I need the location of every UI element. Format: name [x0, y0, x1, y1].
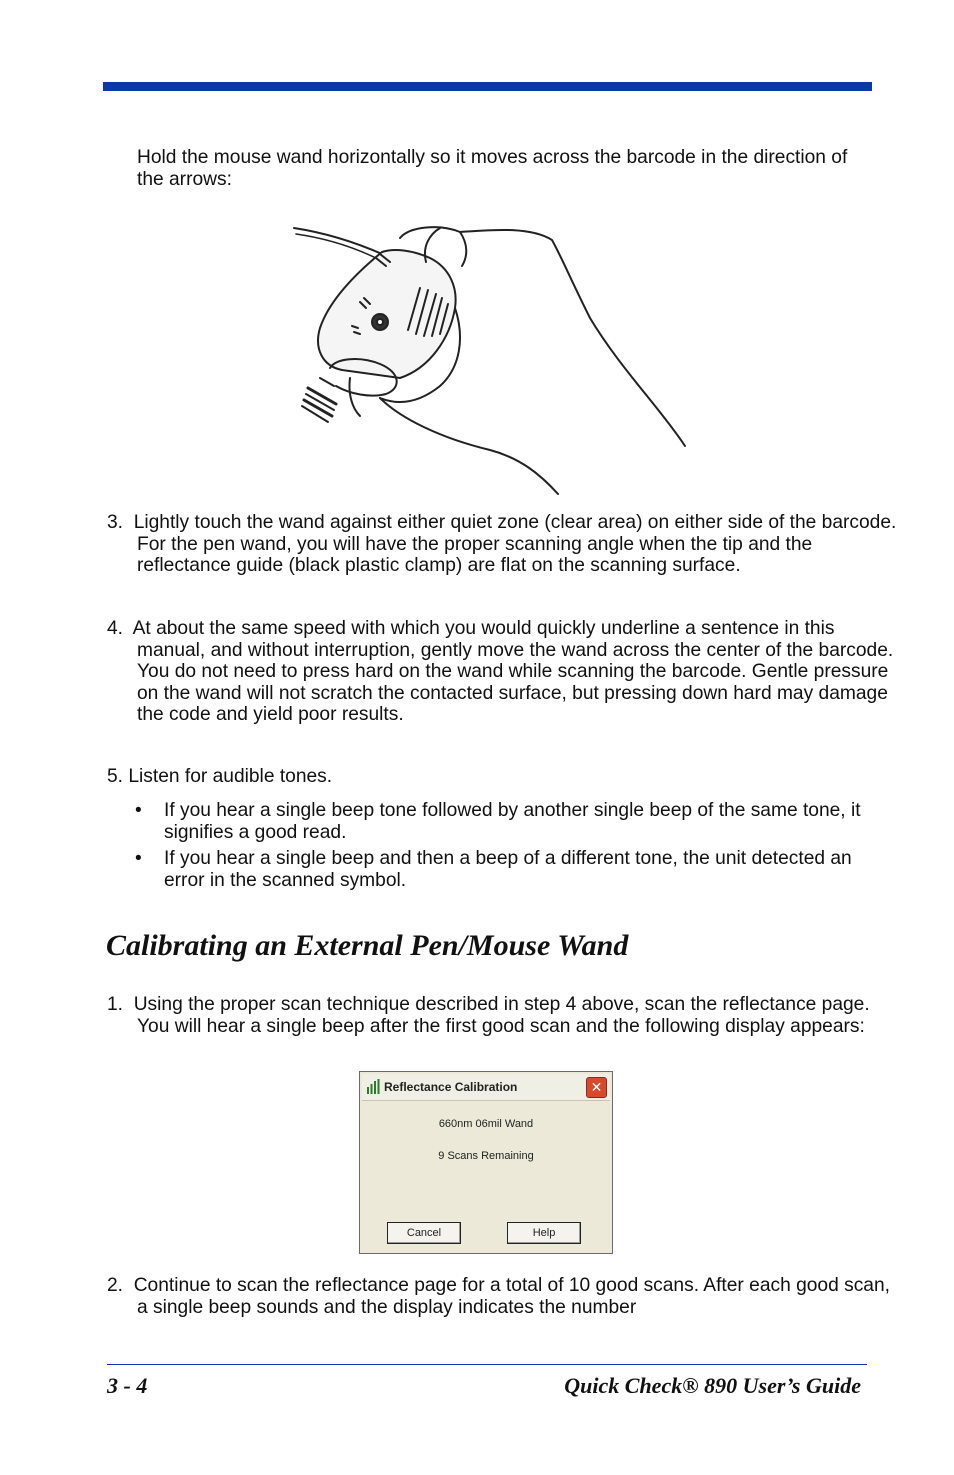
- step-number: 2.: [107, 1275, 124, 1296]
- bullet-text: If you hear a single beep tone followed by another single beep of the same tone, it signifies a good read.: [164, 800, 861, 843]
- bullet-text: If you hear a single beep and then a beep of a different tone, the unit detected an error in the scanned symbol.: [164, 848, 852, 891]
- section-heading: Calibrating an External Pen/Mouse Wand: [106, 929, 629, 962]
- step-5-paragraph: [107, 766, 867, 788]
- step-text: Lightly touch the wand against either quiet zone (clear area) on either side of the barcode. For the pen wand, you will have the proper scanning angle when the tip and the reflectance guide (black plastic clamp) are flat on the scanning surface.: [133, 512, 897, 576]
- step-number: 5.: [107, 766, 124, 787]
- guide-title: Quick Check® 890 User’s Guide: [564, 1373, 861, 1398]
- signal-bars-icon: [366, 1079, 380, 1095]
- scans-remaining-label: 9 Scans Remaining: [438, 1150, 534, 1162]
- step-3-paragraph: [107, 512, 897, 577]
- step-text: At about the same speed with which you would quickly underline a sentence in this manual, and without interruption, gently move the wand across the center of the barcode. You do not need to press hard on the wand while scanning the barcode. Gentle pressure on the wand will not scratch the contacted surface, but pressing down hard may damage the code and yield poor results.: [132, 618, 894, 725]
- step-number: 3.: [107, 512, 124, 533]
- step-text: Continue to scan the reflectance page for a total of 10 good scans. After each good scan, a single beep sounds and the display indicates the number: [133, 1275, 890, 1318]
- step-number: 1.: [107, 994, 124, 1015]
- intro-paragraph: Hold the mouse wand horizontally so it moves across the barcode in the direction of the arrows:: [137, 147, 848, 190]
- dialog-title: Reflectance Calibration: [384, 1080, 518, 1094]
- header-rule: [103, 82, 872, 91]
- step-number: 4.: [107, 618, 124, 639]
- page-number: 3 - 4: [107, 1373, 148, 1398]
- cancel-button[interactable]: Cancel: [387, 1222, 461, 1244]
- bullet-glyph: •: [135, 848, 142, 869]
- footer-rule: [107, 1364, 867, 1365]
- mouse-wand-illustration: [290, 218, 700, 496]
- step-4-paragraph: [107, 618, 897, 726]
- dialog-title-bar: [362, 1074, 610, 1101]
- calib-step-2-paragraph: [107, 1275, 897, 1318]
- bullet-item: [135, 848, 869, 891]
- help-button[interactable]: Help: [507, 1222, 581, 1244]
- wand-type-label: 660nm 06mil Wand: [438, 1118, 534, 1130]
- step-text: Using the proper scan technique described in step 4 above, scan the reflectance page. You will hear a single beep after the first good scan and the following display appears:: [133, 994, 870, 1037]
- calib-step-1-paragraph: [107, 994, 897, 1037]
- bullet-glyph: •: [135, 800, 142, 821]
- close-icon[interactable]: ✕: [586, 1077, 607, 1098]
- step-text: Listen for audible tones.: [128, 766, 333, 787]
- bullet-item: [135, 800, 869, 843]
